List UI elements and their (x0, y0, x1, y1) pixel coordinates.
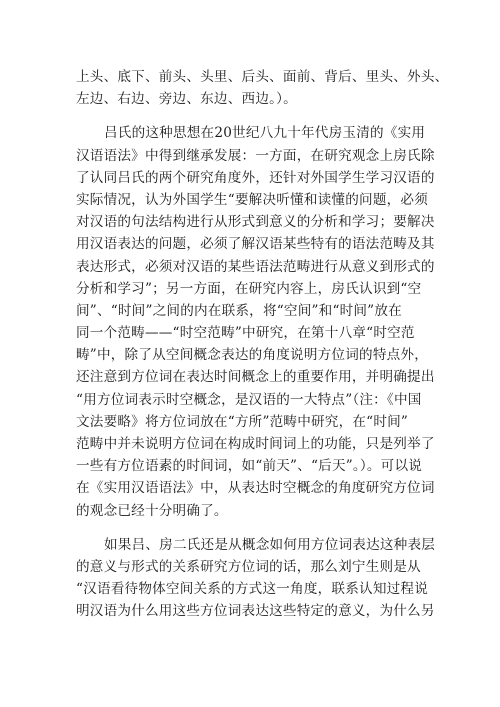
paragraph-3 (76, 534, 446, 623)
text-line: 左边、右边、旁边、东边、西边。）。 (76, 91, 297, 108)
text-line: 的观念已经十分明确了。 (76, 502, 228, 519)
text-line: 文法要略》将方位词放在“方所”范畴中研究，在“时间” (76, 413, 409, 430)
text-line: 实际情况，认为外国学生“要解决听懂和读懂的问题，必须 (76, 191, 428, 208)
text-line: 范畴中并未说明方位词在构成时间词上的功能，只是列举了 (76, 436, 435, 452)
text-line: 表达形式，必须对汉语的某些语法范畴进行从意义到形式的 (76, 258, 435, 275)
text-line: 用汉语表达的问题，必须了解汉语某些特有的语法范畴及其 (76, 236, 435, 253)
text-line: 明汉语为什么用这些方位词表达这些特定的意义，为什么另 (76, 603, 435, 620)
text-line: 同一个范畴——“时空范畴”中研究，在第十八章“时空范 (76, 325, 415, 342)
text-line: “用方位词表示时空概念，是汉语的一大特点”（注：《中国 (76, 391, 422, 408)
text-line: 分析和学习”；另一方面，在研究内容上，房氏认识到“空 (76, 280, 422, 297)
paragraph-2 (76, 122, 446, 521)
paragraph-1 (76, 66, 449, 110)
text-line: 畴”中，除了从空间概念表达的角度说明方位词的特点外， (76, 347, 428, 364)
text-line: 间”、“时间”之间的内在联系，将“空间”和“时间”放在 (76, 302, 402, 319)
text-line: 还注意到方位词在表达时间概念上的重要作用，并明确提出 (76, 369, 435, 386)
text-line: “汉语看待物体空间关系的方式这一角度，联系认知过程说 (76, 581, 428, 598)
text-line: 的意义与形式的关系研究方位词的话，那么刘宁生则是从 (76, 558, 421, 575)
paragraph-spacer (76, 110, 446, 122)
text-line: 在《实用汉语语法》中，从表达时空概念的角度研究方位词 (76, 480, 435, 497)
text-line: 汉语语法》中得到继承发展：一方面，在研究观念上房氏除 (76, 147, 435, 164)
document-body (76, 66, 449, 623)
paragraph-spacer (76, 522, 446, 534)
text-line: 如果吕、房二氏还是从概念如何用方位词表达这种表层 (104, 536, 436, 553)
text-line: 了认同吕氏的两个研究角度外，还针对外国学生学习汉语的 (76, 169, 435, 186)
text-line: 对汉语的句法结构进行从形式到意义的分析和学习；要解决 (76, 214, 435, 231)
text-line: 吕氏的这种思想在20世纪八九十年代房玉清的《实用 (104, 125, 426, 142)
text-line: 一些有方位语素的时间词，如“前天”、“后天”。）。可以说 (76, 458, 423, 475)
text-line: 上头、底下、前头、头里、后头、面前、背后、里头、外头、 (76, 69, 449, 85)
